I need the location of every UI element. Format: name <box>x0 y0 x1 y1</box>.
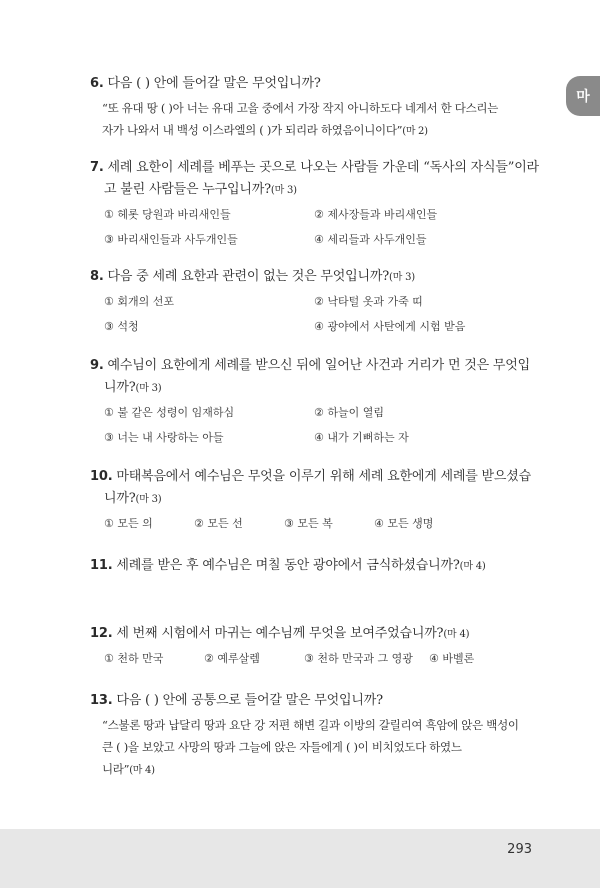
option-1[interactable]: ① 모든 의 <box>104 517 153 530</box>
option-4[interactable]: ④ 바벨론 <box>429 652 475 665</box>
question-12-stem: 12. 세 번째 시험에서 마귀는 예수님께 무엇을 보여주었습니까?(마 4) <box>90 626 470 641</box>
question-8 <box>90 266 540 334</box>
question-13-stem: 13. 다음 ( ) 안에 공통으로 들어갈 말은 무엇입니까? <box>90 693 383 708</box>
question-6-quote: “또 유대 땅 ( )아 너는 유대 고을 중에서 가장 작지 아니하도다 네게서 한 다스리는 자가 나와서 내 백성 이스라엘의 ( )가 되리라 하였음이니이다”(마 2) <box>102 101 499 137</box>
question-7-options <box>90 206 540 247</box>
question-7-stem: 7. 세례 요한이 세례를 베푸는 곳으로 나오는 사람들 가운데 “독사의 자식들”이라 고 불린 사람들은 누구입니까?(마 3) <box>90 160 539 197</box>
page-footer <box>0 829 600 888</box>
question-6-stem: 6. 다음 ( ) 안에 들어갈 말은 무엇입니까? <box>90 76 321 91</box>
question-10-stem: 10. 마태복음에서 예수님은 무엇을 이루기 위해 세례 요한에게 세례를 받으셨습 니까?(마 3) <box>90 469 531 506</box>
question-13 <box>90 690 540 782</box>
option-4[interactable]: ④ 광야에서 사탄에게 시험 받음 <box>314 320 466 333</box>
option-3[interactable]: ③ 천하 만국과 그 영광 <box>304 652 413 665</box>
option-4[interactable]: ④ 세리들과 사두개인들 <box>314 233 427 246</box>
option-3[interactable]: ③ 너는 내 사랑하는 아들 <box>104 431 224 444</box>
option-2[interactable]: ② 제사장들과 바리새인들 <box>314 208 438 221</box>
option-3[interactable]: ③ 석청 <box>104 320 139 333</box>
question-12 <box>90 623 540 666</box>
question-8-options <box>90 293 540 334</box>
question-12-options <box>90 650 540 666</box>
option-4[interactable]: ④ 모든 생명 <box>374 517 434 530</box>
option-2[interactable]: ② 하늘이 열림 <box>314 406 384 419</box>
option-1[interactable]: ① 회개의 선포 <box>104 295 174 308</box>
question-10 <box>90 466 540 531</box>
question-9-stem: 9. 예수님이 요한에게 세례를 받으신 뒤에 일어난 사건과 거리가 먼 것은 무엇입 니까?(마 3) <box>90 358 530 395</box>
option-2[interactable]: ② 예루살렘 <box>204 652 260 665</box>
option-2[interactable]: ② 낙타털 옷과 가죽 띠 <box>314 295 423 308</box>
question-10-options <box>90 515 540 531</box>
question-7 <box>90 157 540 247</box>
question-6 <box>90 73 540 143</box>
question-8-stem: 8. 다음 중 세례 요한과 관련이 없는 것은 무엇입니까?(마 3) <box>90 269 416 284</box>
option-1[interactable]: ① 불 같은 성령이 임재하심 <box>104 406 235 419</box>
option-1[interactable]: ① 헤롯 당원과 바리새인들 <box>104 208 231 221</box>
question-9-options <box>90 404 540 445</box>
page-number: 293 <box>507 842 532 857</box>
option-3[interactable]: ③ 바리새인들과 사두개인들 <box>104 233 238 246</box>
question-9 <box>90 355 540 445</box>
question-13-quote: “스불론 땅과 납달리 땅과 요단 강 저편 해변 길과 이방의 갈릴리여 흑암에 앉은 백성이 큰 ( )을 보았고 사망의 땅과 그늘에 앉은 자들에게 ( )이 비치었도다 하였느 니라”(마 4) <box>102 718 519 776</box>
option-1[interactable]: ① 천하 만국 <box>104 652 164 665</box>
question-11 <box>90 555 540 578</box>
option-4[interactable]: ④ 내가 기뻐하는 자 <box>314 431 409 444</box>
question-11-stem: 11. 세례를 받은 후 예수님은 며칠 동안 광야에서 금식하셨습니까?(마 4) <box>90 558 486 573</box>
option-3[interactable]: ③ 모든 복 <box>284 517 333 530</box>
section-tab: 마 <box>566 76 600 116</box>
option-2[interactable]: ② 모든 선 <box>194 517 243 530</box>
